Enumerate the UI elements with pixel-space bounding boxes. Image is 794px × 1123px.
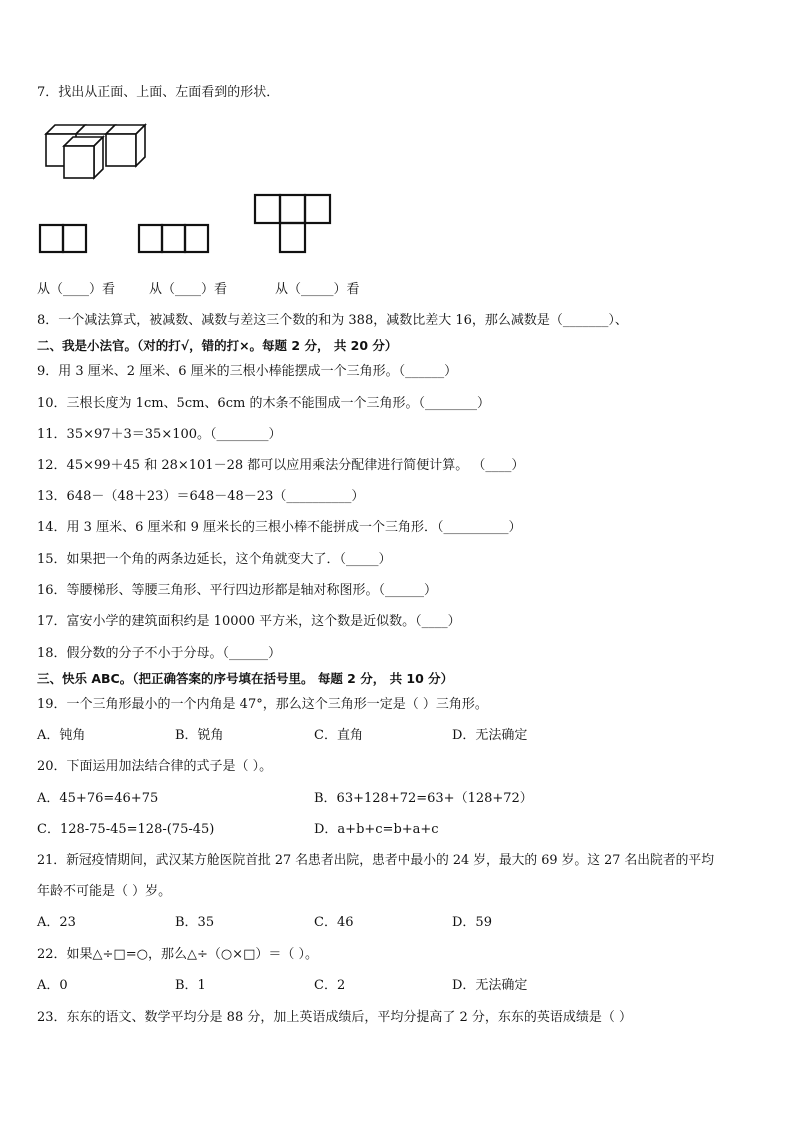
q21-option-b: B．35	[175, 915, 215, 930]
q22-option-a: A．0	[37, 978, 68, 993]
view-shape-left	[253, 193, 333, 255]
cube-figure	[44, 122, 154, 182]
q22-option-d: D．无法确定	[452, 978, 528, 993]
q20-option-a: A．45+76=46+75	[37, 791, 159, 806]
judge-item: 13．648－（48＋23）＝648－48－23（__________）	[37, 489, 365, 504]
judge-item: 11．35×97＋3＝35×100。（________）	[37, 427, 282, 442]
q19-option-c: C．直角	[314, 728, 363, 743]
q20-text: 20．下面运用加法结合律的式子是（ ）。	[37, 759, 273, 774]
q20-option-b: B．63+128+72=63+（128+72）	[314, 791, 533, 806]
q21-option-d: D．59	[452, 915, 492, 930]
q19-option-d: D．无法确定	[452, 728, 528, 743]
q19-option-a: A．钝角	[37, 728, 86, 743]
q21-option-c: C．46	[314, 915, 354, 930]
q20-option-d: D．a+b+c=b+a+c	[314, 822, 439, 837]
view-label-1: 从（____）看	[37, 282, 116, 297]
judge-item: 12．45×99＋45 和 28×101－28 都可以应用乘法分配律进行简便计算。 （____）	[37, 458, 525, 473]
view-label-2: 从（____）看	[149, 282, 228, 297]
q22-text: 22．如果△÷□=○，那么△÷（○×□）＝（ ）。	[37, 947, 318, 962]
judge-item: 16．等腰梯形、等腰三角形、平行四边形都是轴对称图形。（______）	[37, 583, 438, 598]
q19-option-b: B．锐角	[175, 728, 224, 743]
q22-option-c: C．2	[314, 978, 346, 993]
judge-item: 10．三根长度为 1cm、5cm、6cm 的木条不能围成一个三角形。（________）	[37, 396, 490, 411]
q21-option-a: A．23	[37, 915, 76, 930]
view-label-3: 从（_____）看	[275, 282, 360, 297]
q19-text: 19．一个三角形最小的一个内角是 47°，那么这个三角形一定是（ ）三角形。	[37, 697, 488, 712]
view-shape-top	[137, 223, 213, 255]
judge-item: 18．假分数的分子不小于分母。（______）	[37, 646, 282, 661]
section2-title: 二、我是小法官。（对的打√，错的打×。每题 2 分， 共 20 分）	[37, 338, 398, 353]
q21-text-line2: 年龄不可能是（ ）岁。	[37, 884, 172, 899]
section3-title: 三、快乐 ABC。（把正确答案的序号填在括号里。 每题 2 分， 共 10 分）	[37, 671, 454, 686]
q23-text: 23．东东的语文、数学平均分是 88 分，加上英语成绩后，平均分提高了 2 分，东东的英语成绩是（ ）	[37, 1010, 633, 1025]
judge-item: 15．如果把一个角的两条边延长，这个角就变大了．（_____）	[37, 552, 392, 567]
view-shape-front	[38, 223, 90, 255]
q8-text: 8．一个减法算式，被减数、减数与差这三个数的和为 388，减数比差大 16，那么减数是（_______）、	[37, 313, 628, 328]
q21-text-line1: 21．新冠疫情期间，武汉某方舱医院首批 27 名患者出院，患者中最小的 24 岁，最大的 69 岁。这 27 名出院者的平均	[37, 853, 715, 868]
q20-option-c: C．128-75-45=128-(75-45)	[37, 822, 215, 837]
judge-item: 9．用 3 厘米、2 厘米、6 厘米的三根小棒能摆成一个三角形。（______）	[37, 364, 458, 379]
judge-item: 14．用 3 厘米、6 厘米和 9 厘米长的三根小棒不能拼成一个三角形．（__________）	[37, 520, 522, 535]
q22-option-b: B．1	[175, 978, 206, 993]
q7-text: 7．找出从正面、上面、左面看到的形状．	[37, 85, 280, 100]
judge-item: 17．富安小学的建筑面积约是 10000 平方米，这个数是近似数。（____）	[37, 614, 461, 629]
